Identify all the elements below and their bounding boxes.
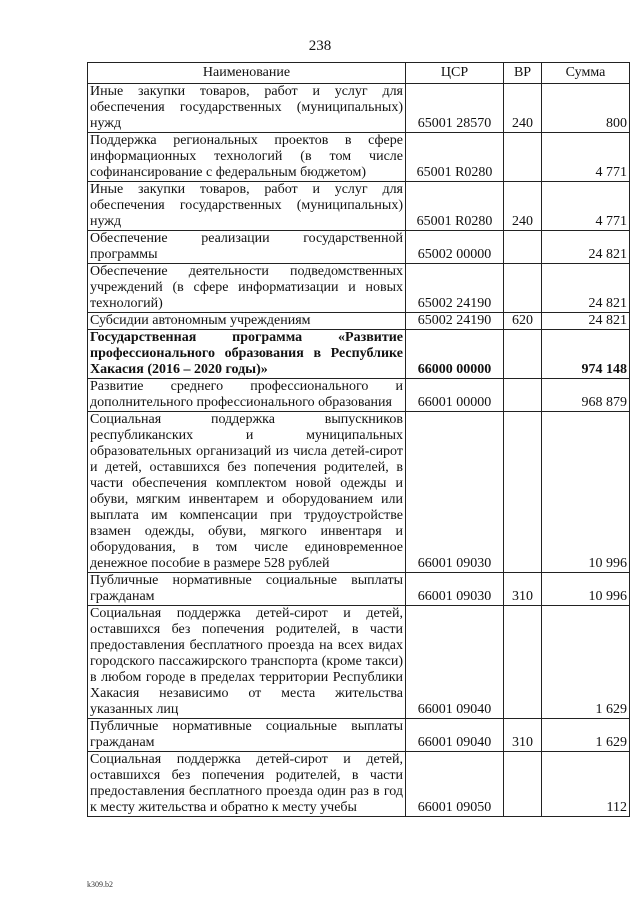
row-csr: 65001 R0280 [406, 182, 504, 231]
row-csr: 66001 09030 [406, 412, 504, 573]
row-name: Обеспечение реализации государственной программы [88, 231, 406, 264]
row-vr [504, 330, 542, 379]
row-vr: 240 [504, 182, 542, 231]
row-sum: 4 771 [542, 182, 630, 231]
row-vr: 620 [504, 313, 542, 330]
row-name: Публичные нормативные социальные выплаты гражданам [88, 719, 406, 752]
table-row [88, 182, 630, 231]
row-name: Поддержка региональных проектов в сфере информационных технологий (в том числе софинансирование с федеральным бюджетом) [88, 133, 406, 182]
row-sum: 10 996 [542, 412, 630, 573]
table-row [88, 133, 630, 182]
row-csr: 65002 00000 [406, 231, 504, 264]
row-name: Публичные нормативные социальные выплаты гражданам [88, 573, 406, 606]
row-name: Социальная поддержка детей-сирот и детей, оставшихся без попечения родителей, в части предоставления бесплатного проезда один раз в год к месту жительства и обратно к месту учебы [88, 752, 406, 817]
row-csr: 66001 09050 [406, 752, 504, 817]
row-csr: 65002 24190 [406, 313, 504, 330]
row-name: Субсидии автономным учреждениям [88, 313, 406, 330]
row-sum: 4 771 [542, 133, 630, 182]
row-name: Социальная поддержка выпускников республиканских и муниципальных образовательных организаций из числа детей-сирот и детей, оставшихся без попечения родителей, в части обеспечения комплектом новой одежды и обуви, мягким инвентарем и оборудованием или выплата им компенсации при трудоустройстве взамен одежды, обуви, мягкого инвентаря и оборудования, в том числе единовременное денежное пособие в размере 528 рублей [88, 412, 406, 573]
table-row [88, 231, 630, 264]
row-csr: 65001 28570 [406, 84, 504, 133]
header-vr: ВР [504, 63, 542, 84]
table-row [88, 330, 630, 379]
footer-code: k309.b2 [87, 880, 113, 889]
row-csr: 66001 09040 [406, 719, 504, 752]
row-sum: 974 148 [542, 330, 630, 379]
row-name: Развитие среднего профессионального и дополнительного профессионального образования [88, 379, 406, 412]
row-sum: 968 879 [542, 379, 630, 412]
table-row [88, 313, 630, 330]
table-row [88, 379, 630, 412]
table-row [88, 84, 630, 133]
row-name: Обеспечение деятельности подведомственных учреждений (в сфере информатизации и новых технологий) [88, 264, 406, 313]
row-csr: 66001 09030 [406, 573, 504, 606]
row-sum: 800 [542, 84, 630, 133]
row-vr: 310 [504, 719, 542, 752]
table-row [88, 606, 630, 719]
table-row [88, 264, 630, 313]
row-csr: 66001 09040 [406, 606, 504, 719]
row-sum: 24 821 [542, 231, 630, 264]
row-csr: 65001 R0280 [406, 133, 504, 182]
row-csr: 65002 24190 [406, 264, 504, 313]
row-sum: 10 996 [542, 573, 630, 606]
row-sum: 1 629 [542, 606, 630, 719]
table-row [88, 719, 630, 752]
table-row [88, 573, 630, 606]
header-csr: ЦСР [406, 63, 504, 84]
row-vr [504, 606, 542, 719]
table-row [88, 412, 630, 573]
row-sum: 24 821 [542, 313, 630, 330]
header-sum: Сумма [542, 63, 630, 84]
row-name: Иные закупки товаров, работ и услуг для обеспечения государственных (муниципальных) нужд [88, 84, 406, 133]
row-vr: 240 [504, 84, 542, 133]
budget-table [87, 62, 630, 817]
header-name: Наименование [88, 63, 406, 84]
row-name: Иные закупки товаров, работ и услуг для обеспечения государственных (муниципальных) нужд [88, 182, 406, 231]
page-number: 238 [308, 38, 332, 54]
row-sum: 1 629 [542, 719, 630, 752]
table-header-row [88, 63, 630, 84]
table-row [88, 752, 630, 817]
row-name: Социальная поддержка детей-сирот и детей, оставшихся без попечения родителей, в части предоставления бесплатного проезда на всех видах городского пассажирского транспорта (кроме такси) в любом городе в пределах территории Республики Хакасия независимо от места жительства указанных лиц [88, 606, 406, 719]
row-vr [504, 412, 542, 573]
row-csr: 66001 00000 [406, 379, 504, 412]
row-sum: 112 [542, 752, 630, 817]
row-vr [504, 264, 542, 313]
row-vr [504, 133, 542, 182]
row-vr [504, 379, 542, 412]
row-vr [504, 752, 542, 817]
row-sum: 24 821 [542, 264, 630, 313]
row-csr: 66000 00000 [406, 330, 504, 379]
row-vr: 310 [504, 573, 542, 606]
row-vr [504, 231, 542, 264]
row-name: Государственная программа «Развитие профессионального образования в Республике Хакасия (2016 – 2020 годы)» [88, 330, 406, 379]
